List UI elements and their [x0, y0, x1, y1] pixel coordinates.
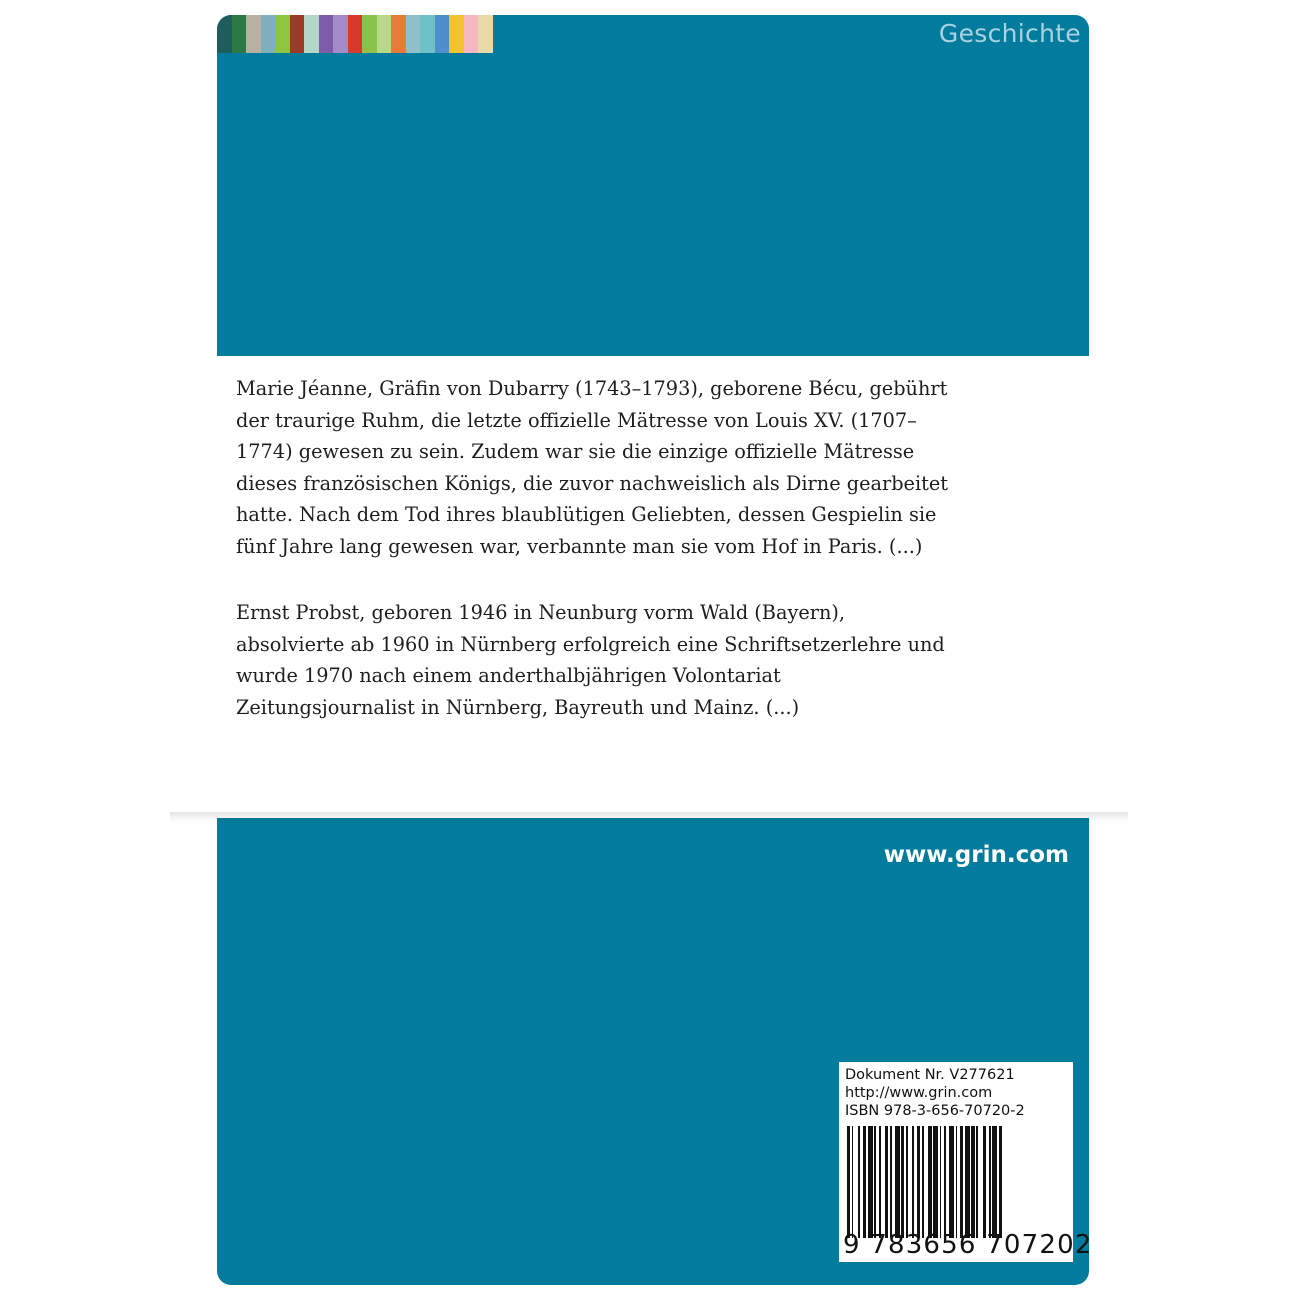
color-stripe — [232, 15, 247, 53]
blurb-area — [217, 356, 1089, 818]
color-stripe — [304, 15, 319, 53]
color-stripe — [217, 15, 232, 53]
publisher-website[interactable]: www.grin.com — [883, 842, 1069, 868]
color-stripe — [275, 15, 290, 53]
color-stripe — [290, 15, 305, 53]
barcode-bar — [1002, 1126, 1004, 1238]
color-stripe — [391, 15, 406, 53]
blurb-paragraph-1: Marie Jéanne, Gräfin von Dubarry (1743–1793), geborene Bécu, gebührt der traurige Ruhm, die letzte offizielle Mätresse von Louis XV. (1707–1774) gewesen zu sein. Zudem war sie die einzige offizielle Mätresse dieses französischen Königs, die zuvor nachweislich als Dirne gearbeitet hatte. Nach dem Tod ihres blaublütigen Geliebten, dessen Gespielin sie fünf Jahre lang gewesen war, verbannte man sie vom Hof in Paris. (...) — [236, 377, 949, 558]
color-stripe — [319, 15, 334, 53]
blurb-paragraph-2: Ernst Probst, geboren 1946 in Neunburg vorm Wald (Bayern), absolvierte ab 1960 in Nürnberg erfolgreich eine Schriftsetzerlehre und wurde 1970 nach einem anderthalbjährigen Volontariat Zeitungsjournalist in Nürnberg, Bayreuth und Mainz. (...) — [236, 601, 945, 719]
color-stripe — [246, 15, 261, 53]
top-color-panel — [217, 15, 1089, 356]
color-stripe — [435, 15, 450, 53]
barcode-icon — [847, 1126, 1069, 1238]
isbn-text: ISBN 978-3-656-70720-2 — [845, 1103, 1025, 1119]
color-stripe — [348, 15, 363, 53]
document-url[interactable]: http://www.grin.com — [845, 1085, 993, 1101]
color-stripe — [362, 15, 377, 53]
color-stripe — [377, 15, 392, 53]
category-label: Geschichte — [938, 19, 1081, 48]
color-stripes — [217, 15, 493, 53]
book-back-cover — [217, 15, 1093, 1285]
color-stripe — [420, 15, 435, 53]
panel-shadow — [170, 812, 1128, 822]
color-stripe — [464, 15, 479, 53]
color-stripe — [478, 15, 493, 53]
barcode-digits: 9 783656 707202 — [843, 1230, 1093, 1260]
barcode-box — [839, 1062, 1093, 1262]
bottom-color-panel — [217, 818, 1093, 1285]
document-info — [845, 1066, 1025, 1120]
color-stripe — [406, 15, 421, 53]
color-stripe — [449, 15, 464, 53]
color-stripe — [333, 15, 348, 53]
document-number: Dokument Nr. V277621 — [845, 1067, 1015, 1083]
color-stripe — [261, 15, 276, 53]
